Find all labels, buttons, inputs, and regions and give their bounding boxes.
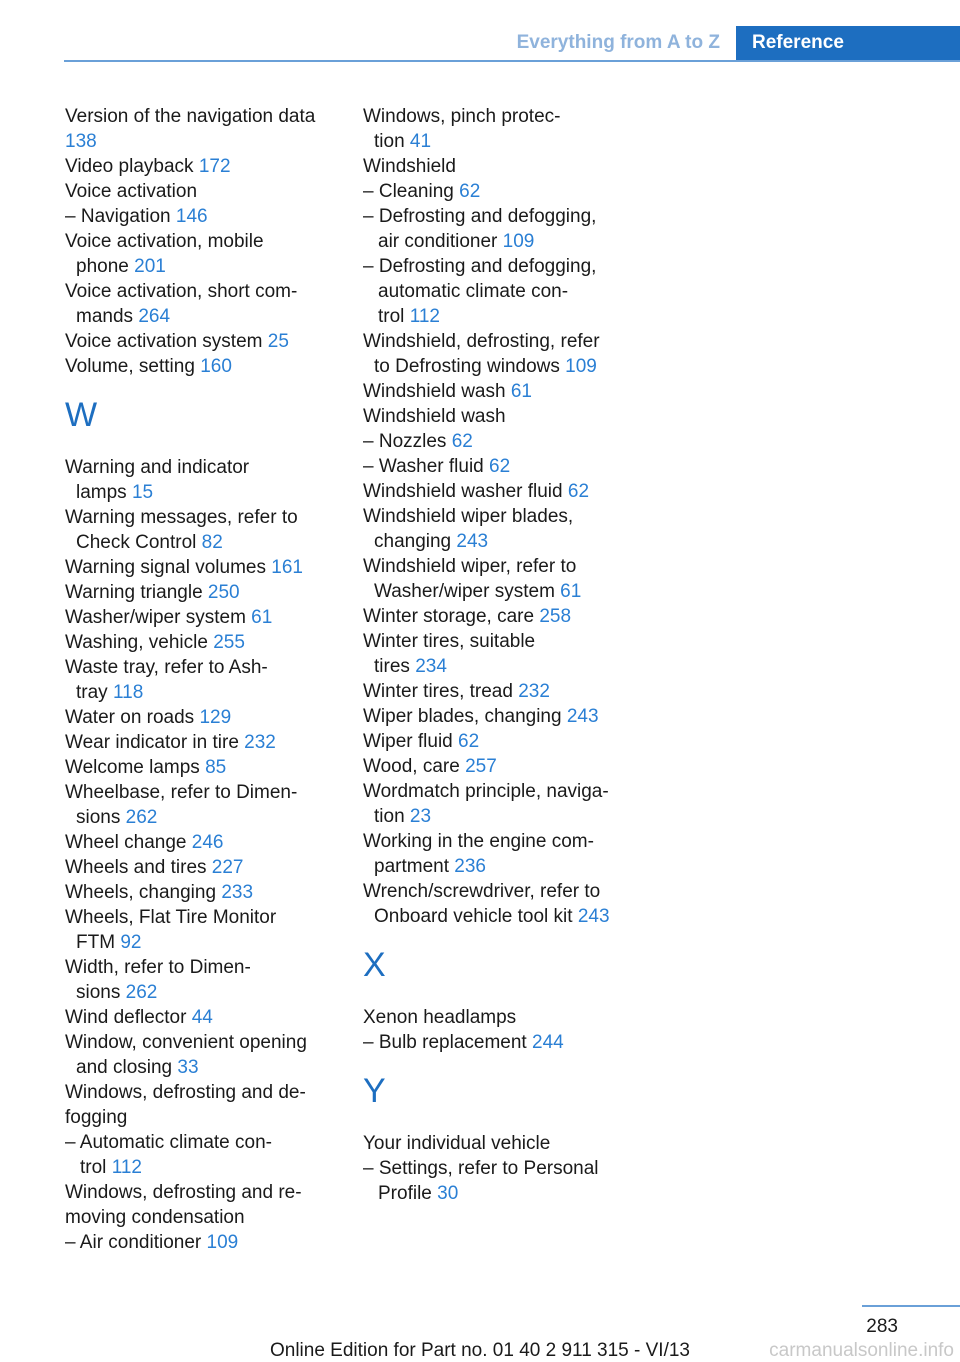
- index-subentry: [363, 179, 633, 204]
- index-entry-text: Wheel change: [65, 832, 187, 853]
- index-entry-text: Wordmatch principle, naviga-: [363, 781, 609, 802]
- index-entry-text: Winter tires, tread: [363, 681, 513, 702]
- index-entry-text: Wheels, changing: [65, 882, 217, 903]
- index-column-left: [65, 104, 335, 1255]
- page-link[interactable]: 264: [138, 306, 171, 327]
- page-link[interactable]: 262: [125, 807, 158, 828]
- index-subentry: [363, 1156, 633, 1206]
- index-entry: [363, 604, 633, 629]
- index-entry: [363, 779, 633, 829]
- index-entry-text: Volume, setting: [65, 356, 195, 377]
- page-link[interactable]: 23: [409, 806, 432, 827]
- index-entry-text: Warning triangle: [65, 582, 203, 603]
- index-subentry: [363, 454, 633, 479]
- index-entry-text: air conditioner: [378, 231, 498, 252]
- index-entry-text: Voice activation system: [65, 331, 263, 352]
- page-link[interactable]: 129: [199, 707, 232, 728]
- index-entry-text: Windshield wiper, refer to: [363, 556, 577, 577]
- page-number-rule: [862, 1305, 960, 1307]
- index-entry-text: Voice activation: [65, 181, 198, 202]
- index-entry-text: tion: [374, 806, 405, 827]
- index-entry: [65, 179, 335, 204]
- index-entry: [65, 1005, 335, 1030]
- index-letter-heading: W: [65, 396, 98, 434]
- index-entry-text: Windows, defrosting and de-: [65, 1082, 306, 1103]
- index-entry: [65, 455, 335, 505]
- index-entry-text: Winter storage, care: [363, 606, 535, 627]
- index-entry: [65, 104, 335, 154]
- page-link[interactable]: 243: [577, 906, 610, 927]
- index-entry: [65, 755, 335, 780]
- index-entry-text: tray: [76, 682, 108, 703]
- page-link[interactable]: 61: [510, 381, 532, 402]
- index-subentry: [65, 1230, 335, 1255]
- index-entry: [65, 905, 335, 955]
- index-entry-text: Warning and indicator: [65, 457, 250, 478]
- page-link[interactable]: 15: [131, 482, 154, 503]
- index-entry-text: trol: [378, 306, 405, 327]
- index-entry: [363, 629, 633, 679]
- index-subentry: [363, 204, 633, 254]
- index-entry-text: Warning signal volumes: [65, 557, 266, 578]
- index-entry-text: phone: [76, 256, 129, 277]
- index-entry-text: Your individual vehicle: [363, 1133, 551, 1154]
- index-entry-text: – Defrosting and defogging,: [363, 206, 597, 227]
- page-link[interactable]: 227: [211, 857, 244, 878]
- index-entry: [65, 329, 335, 354]
- index-entry: [65, 730, 335, 755]
- index-entry: [65, 1180, 335, 1230]
- index-letter-heading: X: [363, 946, 386, 984]
- index-entry: [65, 855, 335, 880]
- index-entry: [363, 1005, 633, 1030]
- index-entry-text: Onboard vehicle tool kit: [374, 906, 573, 927]
- index-entry: [65, 630, 335, 655]
- index-entry-text: Wheelbase, refer to Dimen-: [65, 782, 298, 803]
- index-entry-text: Video playback: [65, 156, 194, 177]
- index-subentry: [65, 1130, 335, 1180]
- index-entry-text: Width, refer to Dimen-: [65, 957, 251, 978]
- index-subentry: [363, 429, 633, 454]
- index-entry-text: and closing: [76, 1057, 173, 1078]
- index-entry-text: Windshield washer fluid: [363, 481, 563, 502]
- header-reference-tab[interactable]: Reference: [736, 26, 960, 62]
- page-link[interactable]: 118: [112, 682, 144, 703]
- index-entry: [65, 955, 335, 1005]
- index-entry: [65, 354, 335, 379]
- index-entry-text: Wind deflector: [65, 1007, 187, 1028]
- index-entry-text: mands: [76, 306, 134, 327]
- header-section-title: Everything from A to Z: [516, 32, 720, 53]
- index-entry: [363, 104, 633, 154]
- page-link[interactable]: 61: [560, 581, 582, 602]
- index-entry-text: Welcome lamps: [65, 757, 200, 778]
- index-entry-text: Washer/wiper system: [65, 607, 246, 628]
- page-link[interactable]: 236: [454, 856, 486, 877]
- index-entry: [65, 505, 335, 555]
- page-link[interactable]: 255: [213, 632, 245, 653]
- index-column-right: [363, 104, 633, 1206]
- index-entry-text: – Washer fluid: [363, 456, 484, 477]
- index-entry: [363, 704, 633, 729]
- index-entry: [363, 829, 633, 879]
- page-link[interactable]: 201: [134, 256, 166, 277]
- index-entry-text: moving condensation: [65, 1207, 245, 1228]
- index-entry: [363, 754, 633, 779]
- index-entry: [65, 1080, 335, 1130]
- index-entry: [65, 279, 335, 329]
- page-link[interactable]: 146: [175, 206, 208, 227]
- edition-footer: Online Edition for Part no. 01 40 2 911 315 - VI/13: [269, 1340, 691, 1361]
- index-entry-text: partment: [374, 856, 449, 877]
- page-link[interactable]: 246: [191, 832, 224, 853]
- index-entry-text: automatic climate con-: [378, 281, 569, 302]
- index-entry-text: Windshield: [363, 156, 456, 177]
- index-entry-text: Voice activation, mobile: [65, 231, 264, 252]
- index-entry-text: Wiper fluid: [363, 731, 453, 752]
- page-link[interactable]: 25: [267, 331, 289, 352]
- index-entry-text: Wood, care: [363, 756, 460, 777]
- page-link[interactable]: 62: [451, 431, 473, 452]
- watermark: carmanualsonline.info: [769, 1340, 954, 1361]
- index-entry: [363, 504, 633, 554]
- index-entry-text: – Settings, refer to Personal: [363, 1158, 599, 1179]
- index-entry: [363, 329, 633, 379]
- page-link[interactable]: 232: [518, 681, 550, 702]
- page-link[interactable]: 138: [65, 131, 97, 152]
- index-entry-text: Winter tires, suitable: [363, 631, 536, 652]
- index-entry-text: to Defrosting windows: [374, 356, 560, 377]
- index-entry: [65, 580, 335, 605]
- header-rule: [64, 60, 960, 62]
- page-link[interactable]: 109: [206, 1232, 239, 1253]
- index-entry-text: Washing, vehicle: [65, 632, 208, 653]
- index-entry-text: Windshield wash: [363, 381, 506, 402]
- page-link[interactable]: 109: [565, 356, 597, 377]
- index-entry: [363, 879, 633, 929]
- index-entry-text: Profile: [378, 1183, 432, 1204]
- index-entry-text: – Nozzles: [363, 431, 447, 452]
- index-entry: [65, 705, 335, 730]
- index-entry: [363, 679, 633, 704]
- index-entry-text: trol: [80, 1157, 107, 1178]
- page-link[interactable]: 61: [251, 607, 273, 628]
- index-entry: [65, 880, 335, 905]
- index-entry: [363, 1131, 633, 1156]
- index-entry-text: Xenon headlamps: [363, 1007, 517, 1028]
- index-entry-text: – Automatic climate con-: [65, 1132, 272, 1153]
- index-entry-text: changing: [374, 531, 452, 552]
- index-entry-text: – Defrosting and defogging,: [363, 256, 597, 277]
- page-link[interactable]: 62: [459, 181, 481, 202]
- page-number: 283: [866, 1316, 898, 1337]
- page-link[interactable]: 172: [198, 156, 231, 177]
- index-entry-text: Wiper blades, changing: [363, 706, 562, 727]
- index-entry: [65, 229, 335, 279]
- index-entry: [65, 780, 335, 830]
- index-entry-text: tion: [374, 131, 405, 152]
- index-entry-text: lamps: [76, 482, 127, 503]
- index-entry-text: tires: [374, 656, 410, 677]
- index-entry: [65, 154, 335, 179]
- page-link[interactable]: 33: [177, 1057, 199, 1078]
- index-entry-text: fogging: [65, 1107, 128, 1128]
- index-entry-text: Check Control: [76, 532, 197, 553]
- index-entry: [363, 154, 633, 179]
- index-entry: [65, 1030, 335, 1080]
- index-entry-text: Windows, defrosting and re-: [65, 1182, 302, 1203]
- page-link[interactable]: 257: [465, 756, 497, 777]
- index-entry-text: – Air conditioner: [65, 1232, 202, 1253]
- index-entry-text: Warning messages, refer to: [65, 507, 298, 528]
- page-link[interactable]: 44: [191, 1007, 213, 1028]
- page-link[interactable]: 250: [207, 582, 240, 603]
- index-entry-text: Waste tray, refer to Ash-: [65, 657, 268, 678]
- page-link[interactable]: 82: [201, 532, 223, 553]
- page-link[interactable]: 62: [489, 456, 511, 477]
- page-link[interactable]: 161: [271, 557, 303, 578]
- page-link[interactable]: 160: [200, 356, 232, 377]
- index-entry: [65, 555, 335, 580]
- index-subentry: [363, 254, 633, 329]
- index-subentry: [363, 1030, 633, 1055]
- index-entry: [65, 655, 335, 705]
- index-entry-text: Wrench/screwdriver, refer to: [363, 881, 601, 902]
- index-letter-heading: Y: [363, 1072, 386, 1110]
- index-entry: [65, 830, 335, 855]
- index-entry-text: – Cleaning: [363, 181, 454, 202]
- index-entry-text: – Bulb replacement: [363, 1032, 527, 1053]
- page-link[interactable]: 92: [120, 932, 142, 953]
- index-entry: [65, 605, 335, 630]
- page-link[interactable]: 112: [111, 1157, 142, 1178]
- index-entry-text: Windshield wash: [363, 406, 506, 427]
- index-entry: [363, 729, 633, 754]
- page-link[interactable]: 30: [437, 1183, 459, 1204]
- page-link[interactable]: 112: [409, 306, 440, 327]
- page-link[interactable]: 243: [566, 706, 599, 727]
- index-entry: [363, 404, 633, 429]
- index-entry-text: Wheels and tires: [65, 857, 207, 878]
- page-link[interactable]: 233: [221, 882, 254, 903]
- index-entry-text: Washer/wiper system: [374, 581, 555, 602]
- page-link[interactable]: 258: [539, 606, 572, 627]
- page-link[interactable]: 232: [244, 732, 276, 753]
- index-entry-text: sions: [76, 807, 121, 828]
- index-entry-text: Wear indicator in tire: [65, 732, 239, 753]
- index-entry-text: Version of the navigation data: [65, 106, 316, 127]
- index-entry-text: Windows, pinch protec-: [363, 106, 561, 127]
- page-link[interactable]: 85: [205, 757, 227, 778]
- index-entry-text: Window, convenient opening: [65, 1032, 307, 1053]
- page-link[interactable]: 262: [125, 982, 158, 1003]
- index-entry-text: FTM: [76, 932, 116, 953]
- index-entry: [363, 379, 633, 404]
- index-entry-text: Wheels, Flat Tire Monitor: [65, 907, 277, 928]
- page-link[interactable]: 243: [456, 531, 489, 552]
- page-link[interactable]: 244: [532, 1032, 564, 1053]
- page-link[interactable]: 234: [415, 656, 447, 677]
- index-entry-text: Voice activation, short com-: [65, 281, 298, 302]
- index-entry: [363, 554, 633, 604]
- index-entry-text: Working in the engine com-: [363, 831, 594, 852]
- index-entry: [363, 479, 633, 504]
- page-link[interactable]: 62: [458, 731, 480, 752]
- index-subentry: [65, 204, 335, 229]
- index-entry-text: – Navigation: [65, 206, 171, 227]
- index-entry-text: Water on roads: [65, 707, 195, 728]
- page-link[interactable]: 41: [409, 131, 432, 152]
- index-entry-text: sions: [76, 982, 121, 1003]
- index-entry-text: Windshield wiper blades,: [363, 506, 574, 527]
- page-link[interactable]: 109: [502, 231, 535, 252]
- page-link[interactable]: 62: [567, 481, 590, 502]
- index-entry-text: Windshield, defrosting, refer: [363, 331, 600, 352]
